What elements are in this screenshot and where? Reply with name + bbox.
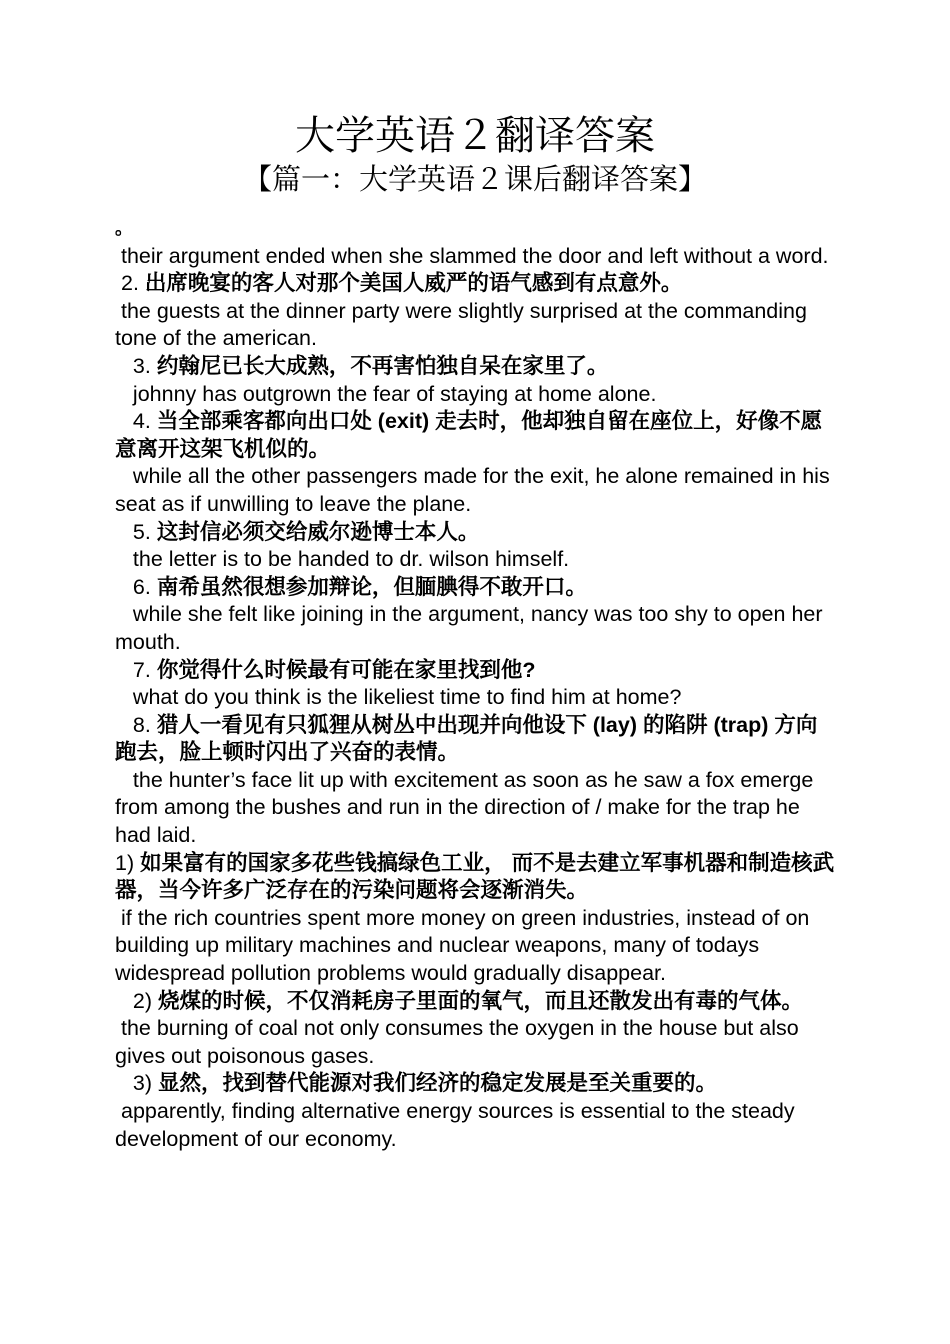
question-zh: [115, 353, 835, 381]
answer-en: while all the other passengers made for the exit, he alone remained in his seat as if unwilling to leave the plane.: [115, 464, 836, 516]
item-number: 4.: [115, 409, 157, 434]
item-number: 8.: [115, 712, 157, 737]
answer-en: the burning of coal not only consumes the oxygen in the house but also gives out poisonous gases.: [115, 1016, 805, 1068]
answer-en: their argument ended when she slammed the door and left without a word.: [115, 243, 829, 268]
question-zh: [115, 712, 835, 767]
question-zh: [115, 850, 835, 905]
answer-en: apparently, finding alternative energy sources is essential to the steady development of our economy.: [115, 1099, 801, 1151]
item-number: 7.: [115, 657, 157, 682]
answer-en: if the rich countries spent more money on green industries, instead of on building up military machines and nuclear weapons, many of todays widespread pollution problems would gradually disappear.: [115, 905, 816, 986]
item-number: 5.: [115, 519, 157, 544]
question-zh: [115, 519, 835, 547]
item-number: 1): [115, 850, 141, 875]
question-text: 显然，找到替代能源对我们经济的稳定发展是至关重要的。: [158, 1071, 718, 1096]
item-number: 3): [115, 1071, 159, 1096]
answer-en: what do you think is the likeliest time to find him at home?: [115, 685, 682, 710]
translation-list: [115, 215, 835, 1153]
question-zh: [115, 574, 835, 602]
item-number: 6.: [115, 574, 157, 599]
item-number: 2.: [115, 271, 145, 296]
question-zh: [115, 270, 835, 298]
question-zh: [115, 1070, 835, 1098]
answer-en: the guests at the dinner party were slightly surprised at the commanding tone of the american.: [115, 298, 813, 351]
answer-en: the hunter’s face lit up with excitement as soon as he saw a fox emerge from among the bushes and run in the direction of / make for the trap he had laid.: [115, 767, 820, 848]
question-text: 这封信必须交给威尔逊博士本人。: [156, 519, 480, 544]
page-title: 大学英语２翻译答案: [295, 113, 655, 159]
question-zh: [115, 657, 835, 685]
question-text: 猎人一看见有只狐狸从树丛中出现并向他设下 (lay) 的陷阱 (trap) 方向跑去，脸上顿时闪出了兴奋的表情。: [115, 712, 818, 765]
question-text: 烧煤的时候，不仅消耗房子里面的氧气，而且还散发出有毒的气体。: [158, 988, 804, 1013]
answer-en: while she felt like joining in the argument, nancy was too shy to open her mouth.: [115, 602, 829, 654]
question-zh: [115, 988, 835, 1016]
question-text: 南希虽然很想参加辩论，但腼腆得不敢开口。: [156, 574, 587, 599]
answer-en: johnny has outgrown the fear of staying at home alone.: [115, 381, 657, 406]
answer-en: the letter is to be handed to dr. wilson himself.: [115, 547, 570, 572]
item-number: 3.: [115, 353, 157, 378]
question-text: 你觉得什么时候最有可能在家里找到他?: [156, 657, 536, 682]
question-text: 当全部乘客都向出口处 (exit) 走去时，他却独自留在座位上，好像不愿意离开这架飞机似的。: [115, 409, 823, 461]
page-subtitle: 【篇一：大学英语２课后翻译答案】: [242, 162, 707, 196]
question-zh: [115, 408, 835, 463]
bullet-mark: 。: [115, 218, 133, 238]
question-text: 如果富有的国家多花些钱搞绿色工业， 而不是去建立军事机器和制造核武器，当今许多广泛存在的污染问题将会逐渐消失。: [115, 850, 835, 903]
question-text: 约翰尼已长大成熟，不再害怕独自呆在家里了。: [156, 353, 609, 378]
item-number: 2): [115, 988, 159, 1013]
question-text: 出席晚宴的客人对那个美国人威严的语气感到有点意外。: [144, 271, 683, 296]
